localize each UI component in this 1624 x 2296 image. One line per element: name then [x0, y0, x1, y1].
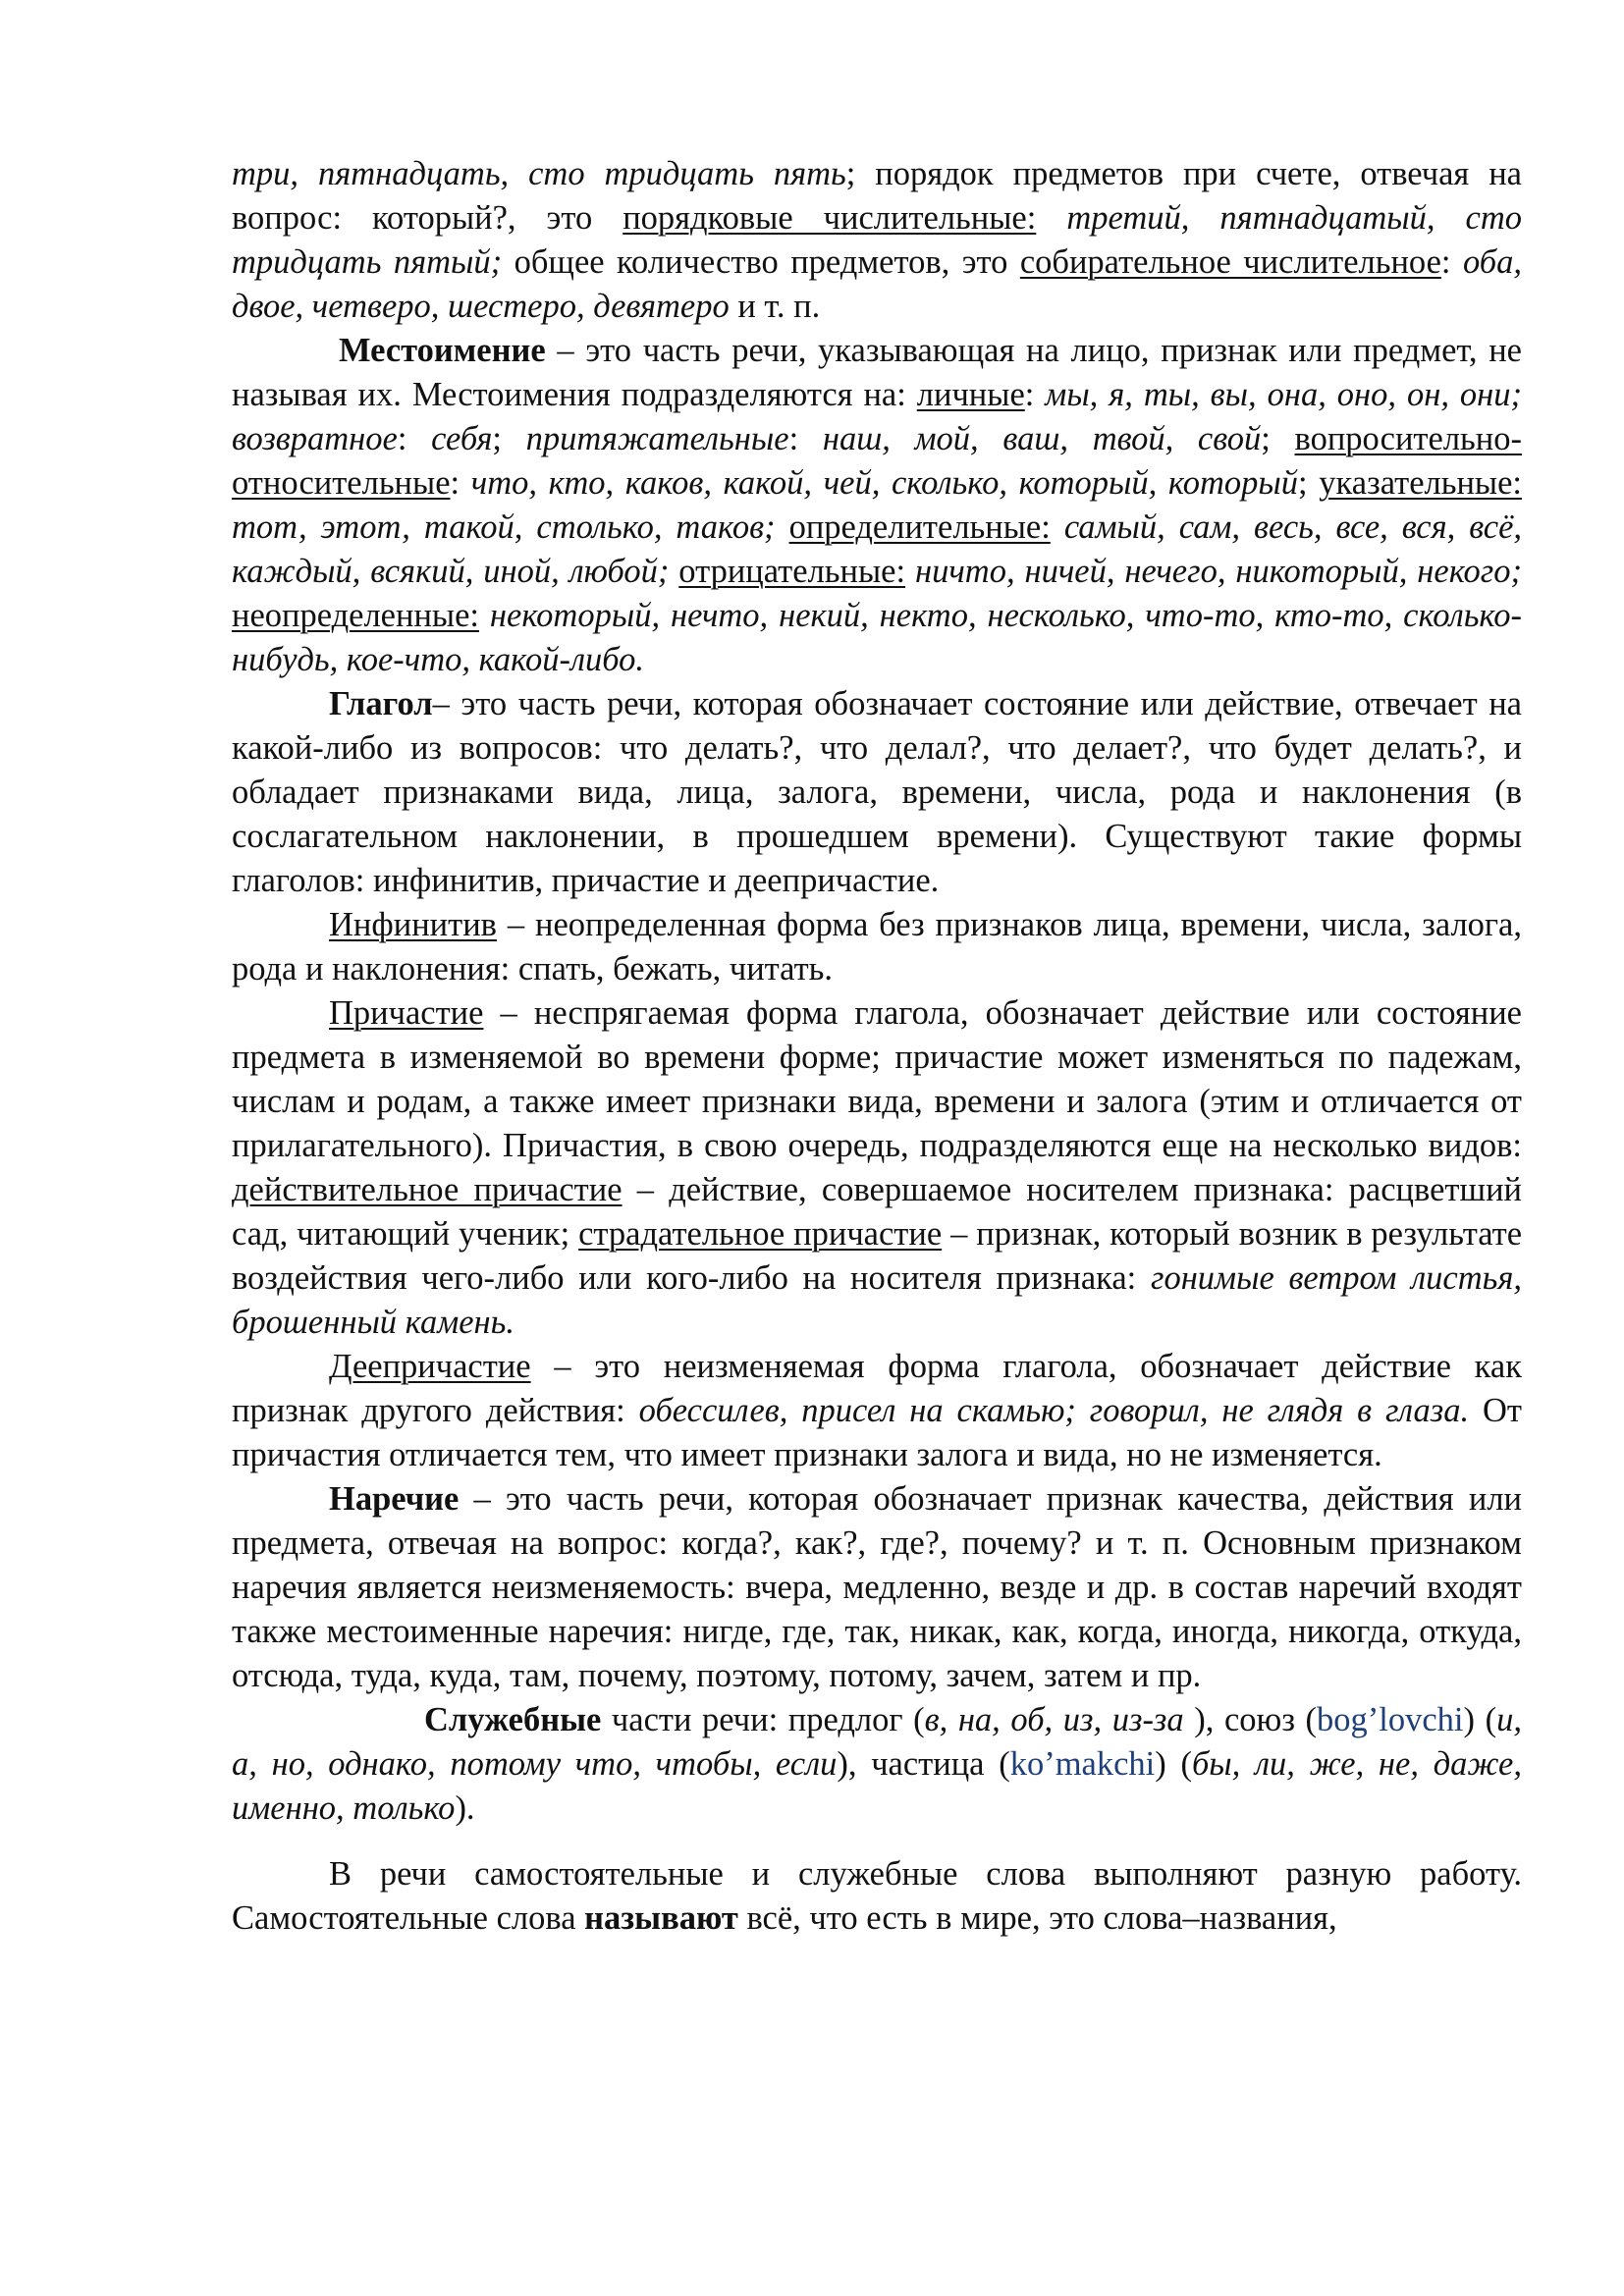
text: – действие, совершаемое носителем признака: расцветший сад, читающий ученик;: [232, 1171, 1522, 1253]
text: – это часть речи, которая обозначает состояние или действие, отвечает на какой-либо из вопросов: что делать?, что делал?, что делает?, что будет делать?, и обладает признаками вида, лица, залога, времени, числа, рода и наклонения (в сослагательном наклонении, в прошедшем времени). Существуют такие формы глаголов: инфинитив, причастие и деепричастие.: [232, 685, 1522, 899]
text: ;: [1261, 420, 1295, 457]
text: – признак, который возник в результате воздействия чего-либо или кого-либо на носителя признака:: [232, 1215, 1523, 1297]
text-underlined: действительное причастие: [232, 1171, 623, 1208]
text: :: [1024, 376, 1046, 413]
text: :: [397, 420, 432, 457]
text: :: [450, 464, 471, 502]
text: – это неизменяемая форма глагола, обозначает действие как признак другого действия:: [232, 1348, 1522, 1429]
uzbek-term: ko’makchi: [1009, 1745, 1156, 1783]
text: ;: [1298, 464, 1320, 502]
text: – неопределенная форма без признаков лица, времени, числа, залога, рода и наклонения: спать, бежать, читать.: [232, 906, 1522, 988]
term-underlined: Инфинитив: [329, 906, 497, 943]
text: – неспрягаемая форма глагола, обозначает действие или состояние предмета в изменяемой во времени форме; причастие может изменяться по падежам, числам и родам, а также имеет признаки вида, времени и залога (этим и отличается от прилагательного). Причастия, в свою очередь, подразделяются еще на несколько видов:: [232, 994, 1522, 1164]
text-italic: некоторый, нечто, некий, некто, несколько, что-то, кто-то, сколько-нибудь, кое-что, какой-либо.: [232, 597, 1522, 678]
text-italic: три, пятнадцать, сто тридцать пять: [232, 155, 846, 192]
text-underlined: порядковые числительные:: [623, 199, 1037, 237]
text-italic: ничто, ничей, нечего, никоторый, некого;: [914, 553, 1523, 590]
paragraph-adverb: [232, 1477, 1522, 1698]
text: ) (: [1463, 1701, 1497, 1738]
paragraph-function-words: [232, 1698, 1522, 1831]
text: [1036, 199, 1066, 237]
text-italic: бы, ли, же, не, даже, именно, только: [232, 1745, 1522, 1827]
paragraph-verb: [232, 682, 1522, 903]
text-italic: тот, этот, такой, столько, таков;: [232, 508, 776, 546]
text: – это часть речи, которая обозначает признак качества, действия или предмета, отвечая на вопрос: когда?, как?, где?, почему? и т. п. Основным признаком наречия является неизменяемость: вчера, медленно, везде и др. в состав наречий входят также местоименные наречия: нигде, где, так, никак, как, когда, иногда, никогда, откуда, отсюда, туда, куда, там, почему, поэтому, потому, зачем, затем и пр.: [232, 1480, 1522, 1694]
text: От причастия отличается тем, что имеет признаки залога и вида, но не изменяется.: [232, 1392, 1522, 1473]
text-underlined: собирательное числительное: [1019, 243, 1441, 281]
text: ), союз (: [1183, 1701, 1318, 1738]
text: [669, 553, 678, 590]
paragraph-infinitive: [232, 903, 1522, 991]
term-bold: называют: [584, 1899, 738, 1937]
text-italic: гонимые ветром листья, брошенный камень.: [232, 1259, 1522, 1341]
term-bold: Служебные: [424, 1701, 602, 1738]
text: – это часть речи, указывающая на лицо, признак или предмет, не называя их. Местоимения подразделяются на:: [232, 332, 1522, 413]
text: всё, что есть в мире, это слова–названия,: [737, 1899, 1337, 1937]
text-underlined: неопределенные:: [232, 597, 479, 634]
text-italic: притяжательные: [525, 420, 789, 457]
text: ) (: [1155, 1745, 1192, 1783]
text: [905, 553, 915, 590]
text-italic: мы, я, ты, вы, она, оно, он, они; возвратное: [232, 376, 1522, 457]
text: ; порядок предметов при счете, отвечая на вопрос: который?, это: [232, 155, 1522, 237]
text: ).: [455, 1789, 475, 1827]
text-italic: самый, сам, весь, все, вся, всё, каждый, всякий, иной, любой;: [232, 508, 1523, 590]
text: ), частица (: [837, 1745, 1010, 1783]
paragraph-participle: [232, 991, 1522, 1345]
text: [479, 597, 490, 634]
text: [1051, 508, 1064, 546]
text-italic: наш, мой, ваш, твой, свой: [822, 420, 1262, 457]
term-bold: Местоимение: [339, 332, 546, 369]
paragraph-gerund: [232, 1345, 1522, 1477]
text-italic: обессилев, присел на скамью; говорил, не глядя в глаза.: [638, 1392, 1470, 1429]
text-italic: себя: [431, 420, 493, 457]
text-italic: оба, двое, четверо, шестеро, девятеро: [232, 243, 1522, 325]
text-underlined: указательные:: [1319, 464, 1523, 502]
term-bold: Глагол: [329, 685, 433, 722]
text-underlined: страдательное причастие: [578, 1215, 943, 1253]
text-underlined: вопросительно-относительные: [232, 420, 1522, 502]
text: :: [788, 420, 823, 457]
document-page: [232, 152, 1522, 1941]
text-underlined: определительные:: [788, 508, 1051, 546]
uzbek-term: bog’lovchi: [1317, 1701, 1464, 1738]
text: и т. п.: [729, 288, 821, 325]
text-italic: что, кто, каков, какой, чей, сколько, который, который: [470, 464, 1299, 502]
text-italic: в, на, об, из, из-за: [924, 1701, 1184, 1738]
text: части речи: предлог (: [601, 1701, 925, 1738]
text-underlined: личные: [916, 376, 1025, 413]
text-italic: и, а, но, однако, потому что, чтобы, если: [232, 1701, 1522, 1783]
text-italic: третий, пятнадцатый, сто тридцать пятый;: [232, 199, 1522, 281]
text: [776, 508, 789, 546]
term-underlined: Деепричастие: [329, 1348, 531, 1385]
text: В речи самостоятельные и служебные слова выполняют разную работу. Самостоятельные слова: [232, 1855, 1522, 1937]
term-bold: Наречие: [329, 1480, 460, 1518]
paragraph-numerals: [232, 152, 1522, 329]
text: общее количество предметов, это: [502, 243, 1020, 281]
text: ;: [492, 420, 526, 457]
paragraph-speech-words: [232, 1852, 1522, 1941]
text: :: [1440, 243, 1463, 281]
term-underlined: Причастие: [329, 994, 484, 1032]
text-underlined: отрицательные:: [678, 553, 906, 590]
paragraph-pronoun: [232, 329, 1522, 682]
